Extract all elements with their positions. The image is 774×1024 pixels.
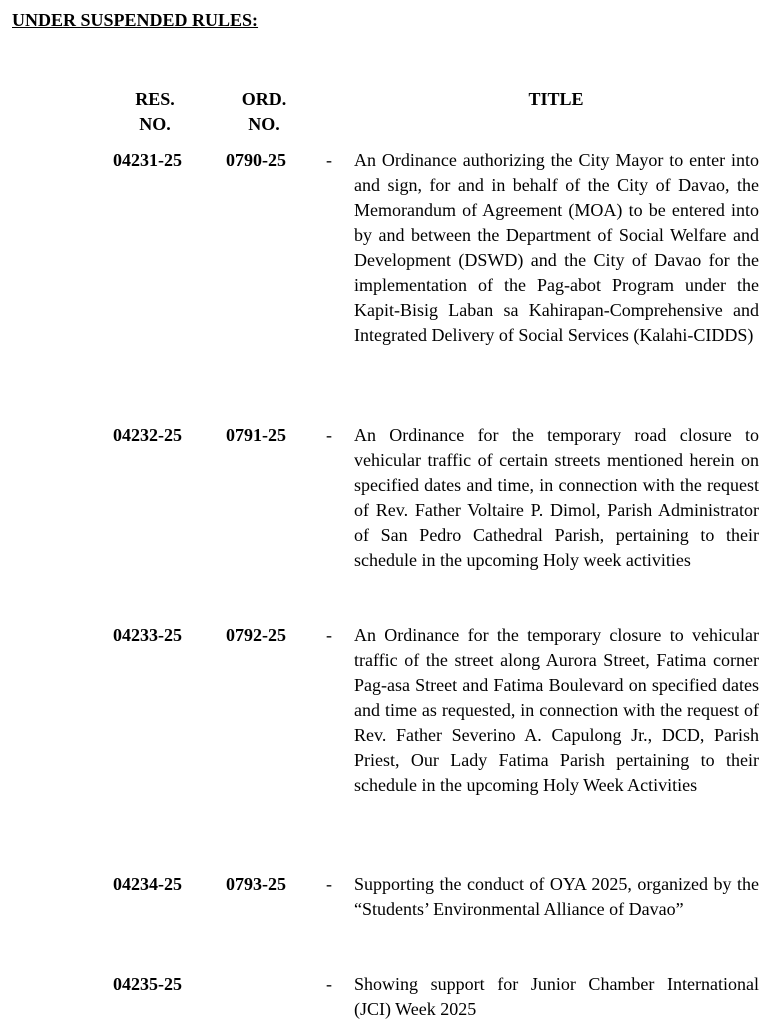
item-dash: - (326, 625, 332, 645)
item-title: Showing support for Junior Chamber International (JCI) Week 2025 (354, 974, 759, 1019)
section-heading: UNDER SUSPENDED RULES: (12, 10, 259, 30)
res-number: 04234-25 (113, 874, 182, 894)
res-number: 04235-25 (113, 974, 182, 994)
column-header-title: TITLE (528, 89, 584, 109)
ord-number: 0793-25 (226, 874, 286, 894)
column-header-res-no (118, 87, 192, 137)
item-title: An Ordinance for the temporary closure to vehicular traffic of the street along Aurora Street, Fatima corner Pag-asa Street and Fatima Boulevard on specified dates and time as requested, in connection with the request of Rev. Father Severino A. Capulong Jr., DCD, Parish Priest, Our Lady Fatima Parish pertaining to their schedule in the upcoming Holy Week Activities (354, 625, 759, 795)
column-header-res-line2: NO. (139, 114, 171, 134)
column-header-ord-line2: NO. (248, 114, 280, 134)
res-number: 04231-25 (113, 150, 182, 170)
item-title: An Ordinance for the temporary road closure to vehicular traffic of certain streets mentioned herein on specified dates and time, in connection with the request of Rev. Father Voltaire P. Dimol, Parish Administrator of San Pedro Cathedral Parish, pertaining to their schedule in the upcoming Holy week activities (354, 425, 759, 570)
res-number: 04233-25 (113, 625, 182, 645)
item-title: Supporting the conduct of OYA 2025, organized by the “Students’ Environmental Alliance of Davao” (354, 874, 759, 919)
ord-number: 0792-25 (226, 625, 286, 645)
item-dash: - (326, 974, 332, 994)
res-number: 04232-25 (113, 425, 182, 445)
item-title: An Ordinance authorizing the City Mayor to enter into and sign, for and in behalf of the City of Davao, the Memorandum of Agreement (MOA) to be entered into by and between the Department of Social Welfare and Development (DSWD) and the City of Davao for the implementation of the Pag-abot Program under the Kapit-Bisig Laban sa Kahirapan-Comprehensive and Integrated Delivery of Social Services (Kalahi-CIDDS) (354, 150, 759, 345)
ord-number: 0790-25 (226, 150, 286, 170)
ord-number: 0791-25 (226, 425, 286, 445)
item-dash: - (326, 425, 332, 445)
item-dash: - (326, 874, 332, 894)
column-header-ord-no (222, 87, 306, 137)
column-header-ord-line1: ORD. (241, 89, 287, 109)
item-dash: - (326, 150, 332, 170)
column-header-res-line1: RES. (135, 89, 175, 109)
